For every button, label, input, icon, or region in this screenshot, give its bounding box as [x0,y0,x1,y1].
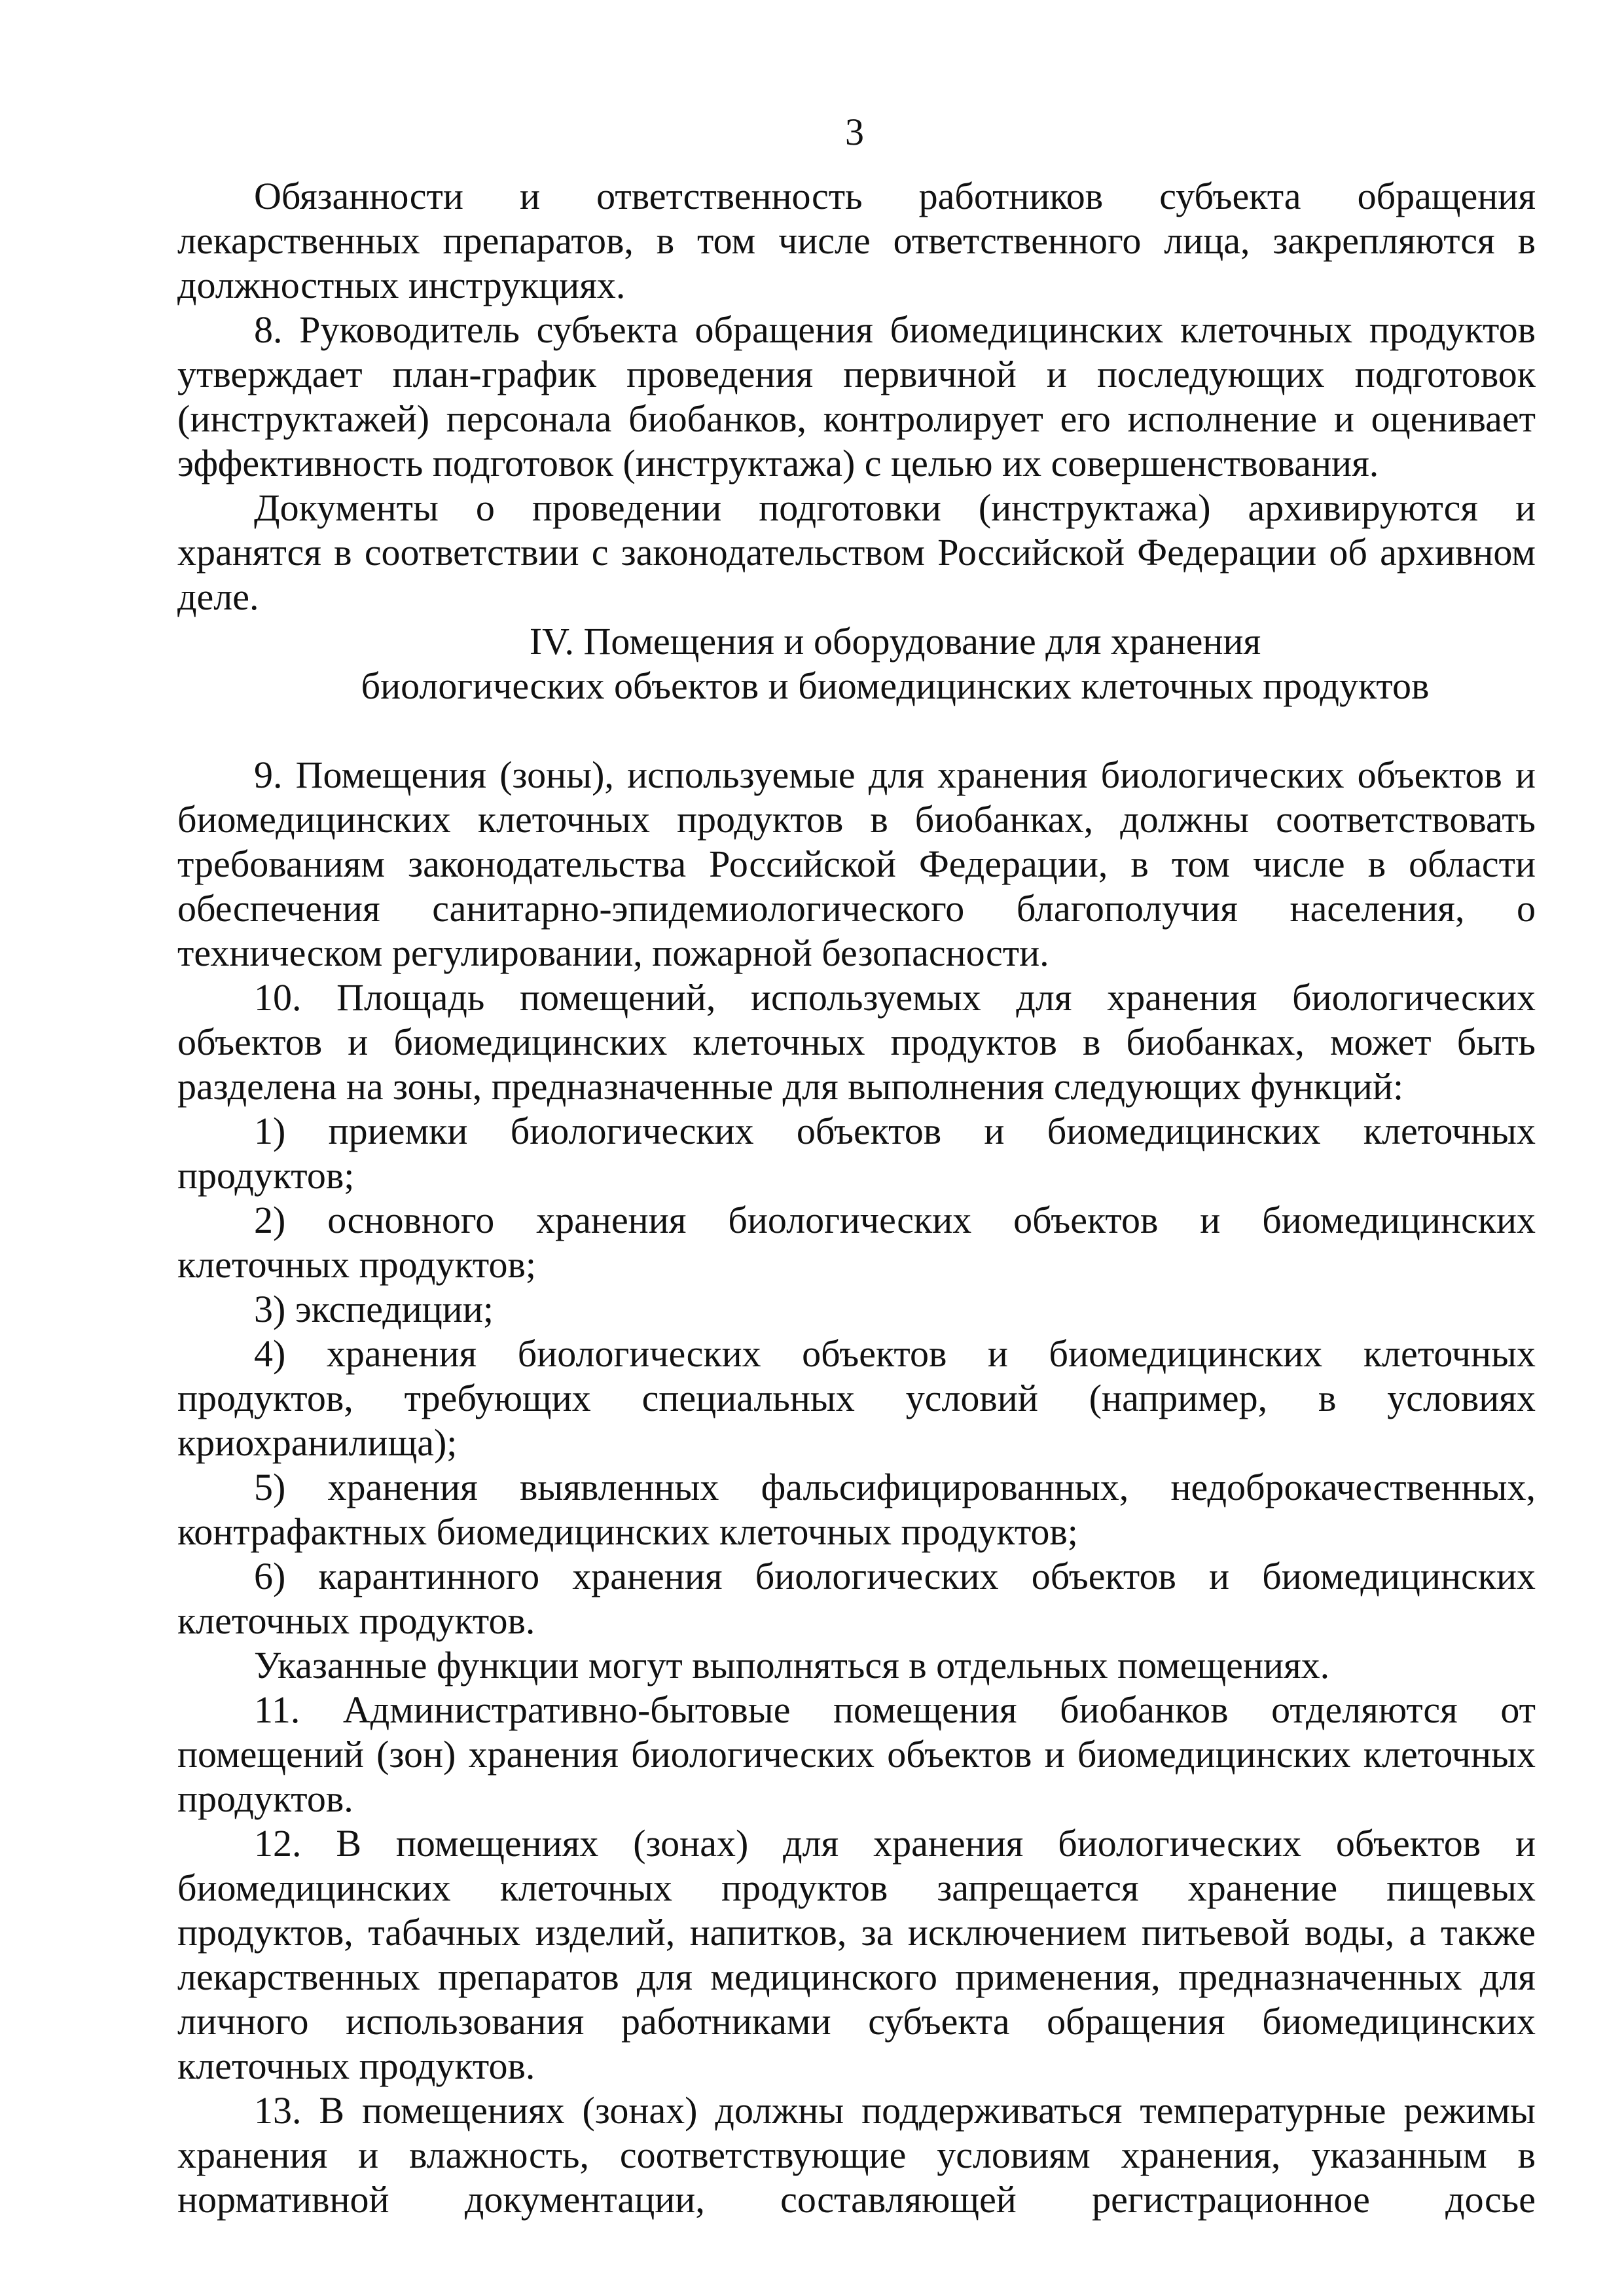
text-line: 12. В помещениях (зонах) для хранения биологических объектов и [254,1822,1536,1865]
text-line: эффективность подготовок (инструктажа) с целью их совершенствования. [177,442,1379,484]
text-line: 8. Руководитель субъекта обращения биомедицинских клеточных продуктов [254,308,1536,351]
paragraph [177,486,1536,619]
paragraph [177,1332,1536,1465]
text-line: объектов и биомедицинских клеточных продуктов в биобанках, может быть [177,1021,1536,1063]
text-line: 2) основного хранения биологических объектов и биомедицинских [254,1199,1536,1241]
paragraph [177,1287,1536,1332]
text-line: 11. Административно-бытовые помещения биобанков отделяются от [254,1688,1536,1731]
text-line: 1) приемки биологических объектов и биомедицинских клеточных [254,1110,1536,1152]
text-line: продуктов, табачных изделий, напитков, за исключением питьевой воды, а также [177,1911,1536,1954]
paragraph [177,1554,1536,1643]
text-line: требованиям законодательства Российской Федерации, в том числе в области [177,843,1536,885]
text-line: лекарственных препаратов, в том числе ответственного лица, закрепляются в [177,219,1536,262]
paragraph [177,1821,1536,2088]
text-line: биомедицинских клеточных продуктов запрещается хранение пищевых [177,1867,1536,1909]
text-line: деле. [177,575,259,618]
text-line: 4) хранения биологических объектов и биомедицинских клеточных [254,1332,1536,1375]
paragraph [177,975,1536,1109]
paragraph [177,1643,1536,1688]
heading-line: биологических объектов и биомедицинских клеточных продуктов [361,665,1430,707]
blank-line [177,708,1536,753]
text-line: продуктов; [177,1154,355,1197]
text-line: биомедицинских клеточных продуктов в биобанках, должны соответствовать [177,798,1536,841]
text-line: 3) экспедиции; [254,1288,494,1330]
text-line: 10. Площадь помещений, используемых для хранения биологических [254,976,1536,1019]
text-line: Обязанности и ответственность работников субъекта обращения [254,175,1536,217]
paragraph [177,174,1536,308]
document-body [177,174,1536,2222]
paragraph [177,753,1536,975]
paragraph [177,1109,1536,1198]
text-line: Документы о проведении подготовки (инструктажа) архивируются и [254,486,1536,529]
paragraph [177,1198,1536,1287]
text-line: (инструктажей) персонала биобанков, контролирует его исполнение и оценивает [177,397,1536,440]
paragraph [177,308,1536,486]
heading-line: IV. Помещения и оборудование для хранения [529,620,1261,663]
text-line: хранения и влажность, соответствующие условиям хранения, указанным в [177,2134,1536,2176]
text-line: продуктов. [177,1777,353,1820]
text-line: 13. В помещениях (зонах) должны поддерживаться температурные режимы [254,2089,1536,2132]
text-line: утверждает план-график проведения первичной и последующих подготовок [177,353,1536,395]
text-line: клеточных продуктов. [177,2045,535,2087]
paragraph [177,1465,1536,1554]
text-line: 6) карантинного хранения биологических объектов и биомедицинских [254,1555,1536,1597]
text-line: Указанные функции могут выполняться в отдельных помещениях. [254,1644,1330,1686]
text-line: разделена на зоны, предназначенные для выполнения следующих функций: [177,1065,1404,1108]
text-line: хранятся в соответствии с законодательством Российской Федерации об архивном [177,531,1536,574]
text-line: криохранилища); [177,1421,458,1464]
text-line: нормативной документации, составляющей регистрационное досье [177,2178,1536,2221]
text-line: лекарственных препаратов для медицинского применения, предназначенных для [177,1956,1536,1998]
text-line: 9. Помещения (зоны), используемые для хранения биологических объектов и [254,754,1536,796]
page-number: 3 [845,111,864,153]
text-line: должностных инструкциях. [177,264,626,306]
paragraph [177,2088,1536,2222]
paragraph [177,1688,1536,1821]
text-line: техническом регулировании, пожарной безопасности. [177,932,1049,974]
text-line: обеспечения санитарно-эпидемиологического благополучия населения, о [177,887,1536,930]
text-line: 5) хранения выявленных фальсифицированных, недоброкачественных, [254,1466,1536,1508]
text-line: клеточных продуктов; [177,1243,536,1286]
section-heading [177,619,1536,708]
text-line: помещений (зон) хранения биологических объектов и биомедицинских клеточных [177,1733,1536,1776]
text-line: личного использования работниками субъекта обращения биомедицинских [177,2000,1536,2043]
text-line: контрафактных биомедицинских клеточных продуктов; [177,1510,1078,1553]
text-line: продуктов, требующих специальных условий (например, в условиях [177,1377,1536,1419]
text-line: клеточных продуктов. [177,1599,535,1642]
